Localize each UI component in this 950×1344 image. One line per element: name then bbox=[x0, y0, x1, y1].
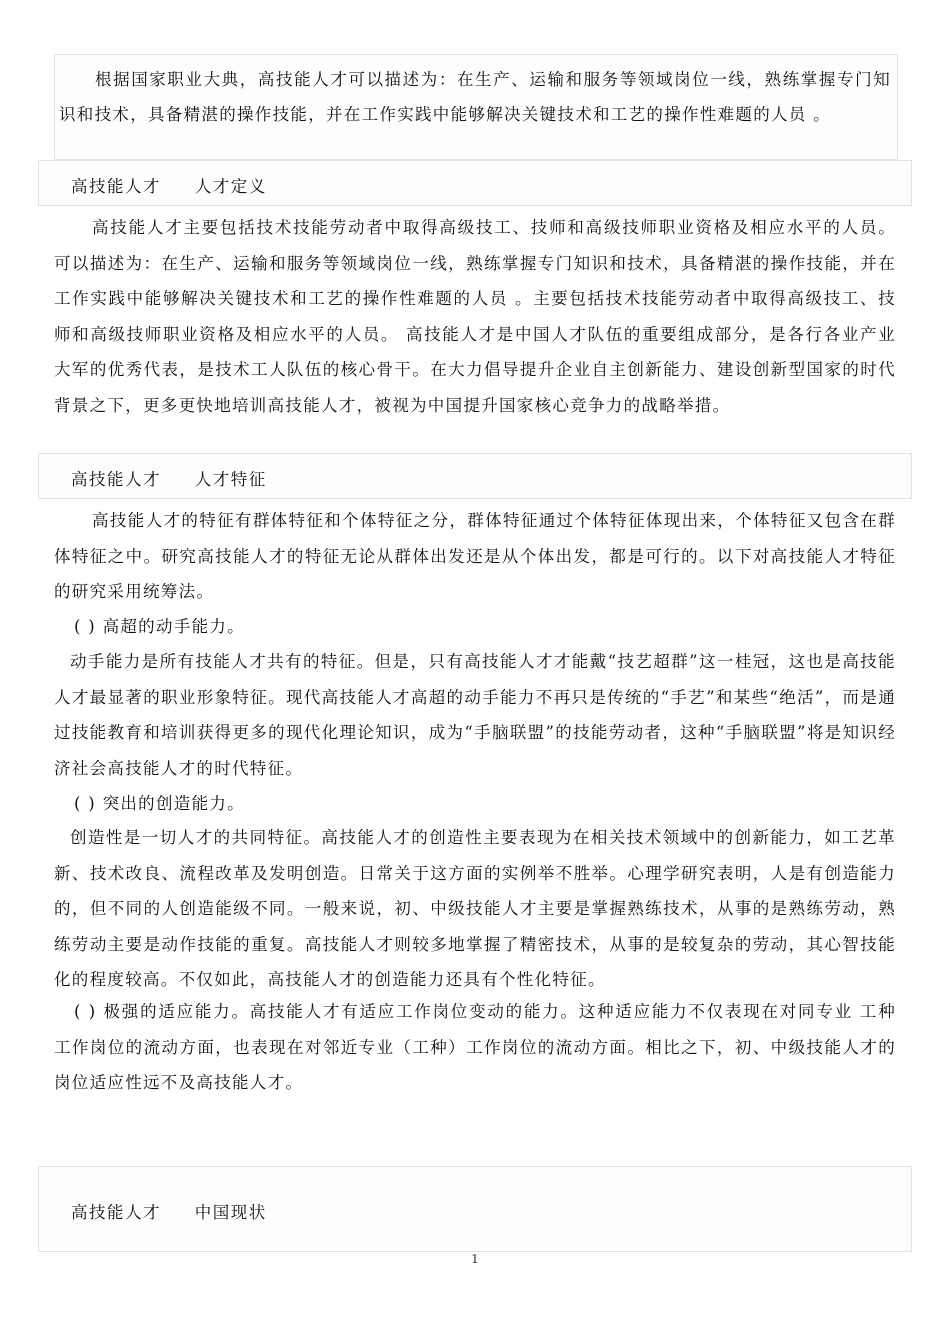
section-heading-status bbox=[38, 1166, 912, 1252]
page-number: 1 bbox=[471, 1252, 479, 1266]
definition-paragraph: 高技能人才主要包括技术技能劳动者中取得高级技工、技师和高级技师职业资格及相应水平的人员。 可以描述为：在生产、运输和服务等领域岗位一线，熟练掌握专门知识和技术，具备精湛的操作技能，并在工作实践中能够解决关键技术和工艺的操作性难题的人员 。主要包括技术技能劳动者中取得高级技工、技师和高级技师职业资格及相应水平的人员。 高技能人才是中国人才队伍的重要组成部分，是各行各业产业大军的优秀代表，是技术工人队伍的核心骨干。在大力倡导提升企业自主创新能力、建设创新型国家的时代背景之下，更多更快地培训高技能人才，被视为中国提升国家核心竞争力的战略举措。 bbox=[54, 218, 896, 415]
intro-paragraph: 根据国家职业大典，高技能人才可以描述为：在生产、运输和服务等领域岗位一线，熟练掌握专门知识和技术，具备精湛的操作技能，并在工作实践中能够解决关键技术和工艺的操作性难题的人员 。 bbox=[59, 70, 891, 124]
item-1-paragraph: 动手能力是所有技能人才共有的特征。但是，只有高技能人才才能戴“技艺超群”这一桂冠，这也是高技能人才最显著的职业形象特征。现代高技能人才高超的动手能力不再只是传统的“手艺”和某些“绝活”，而是通过技能教育和培训获得更多的现代化理论知识，成为“手脑联盟”的技能劳动者，这种“手脑联盟”将是知识经济社会高技能人才的时代特征。 bbox=[54, 652, 896, 778]
item-2-title: ( ) 突出的创造能力。 bbox=[74, 794, 245, 813]
section-heading-text: 高技能人才 中国现状 bbox=[71, 1203, 267, 1222]
section-heading-text: 高技能人才 人才定义 bbox=[71, 177, 267, 196]
features-intro-paragraph: 高技能人才的特征有群体特征和个体特征之分，群体特征通过个体特征体现出来，个体特征又包含在群体特征之中。研究高技能人才的特征无论从群体出发还是从个体出发，都是可行的。以下对高技能人才特征的研究采用统筹法。 bbox=[54, 511, 896, 601]
item-3-paragraph: ( ) 极强的适应能力。高技能人才有适应工作岗位变动的能力。这种适应能力不仅表现在对同专业 工种 工作岗位的流动方面，也表现在对邻近专业（工种）工作岗位的流动方面。相比之下，初、中级技能人才的岗位适应性远不及高技能人才。 bbox=[54, 1002, 896, 1092]
intro-box bbox=[54, 54, 898, 160]
item-2-paragraph: 创造性是一切人才的共同特征。高技能人才的创造性主要表现为在相关技术领域中的创新能力，如工艺革新、技术改良、流程改革及发明创造。日常关于这方面的实例举不胜举。心理学研究表明，人是有创造能力的，但不同的人创造能级不同。一般来说，初、中级技能人才主要是掌握熟练技术，从事的是熟练劳动，熟练劳动主要是动作技能的重复。高技能人才则较多地掌握了精密技术，从事的是较复杂的劳动，其心智技能化的程度较高。不仅如此，高技能人才的创造能力还具有个性化特征。 bbox=[54, 828, 896, 989]
section-heading-features bbox=[38, 453, 912, 499]
section-heading-text: 高技能人才 人才特征 bbox=[71, 470, 267, 489]
item-1-title: ( ) 高超的动手能力。 bbox=[74, 617, 245, 636]
section-heading-definition bbox=[38, 160, 912, 206]
